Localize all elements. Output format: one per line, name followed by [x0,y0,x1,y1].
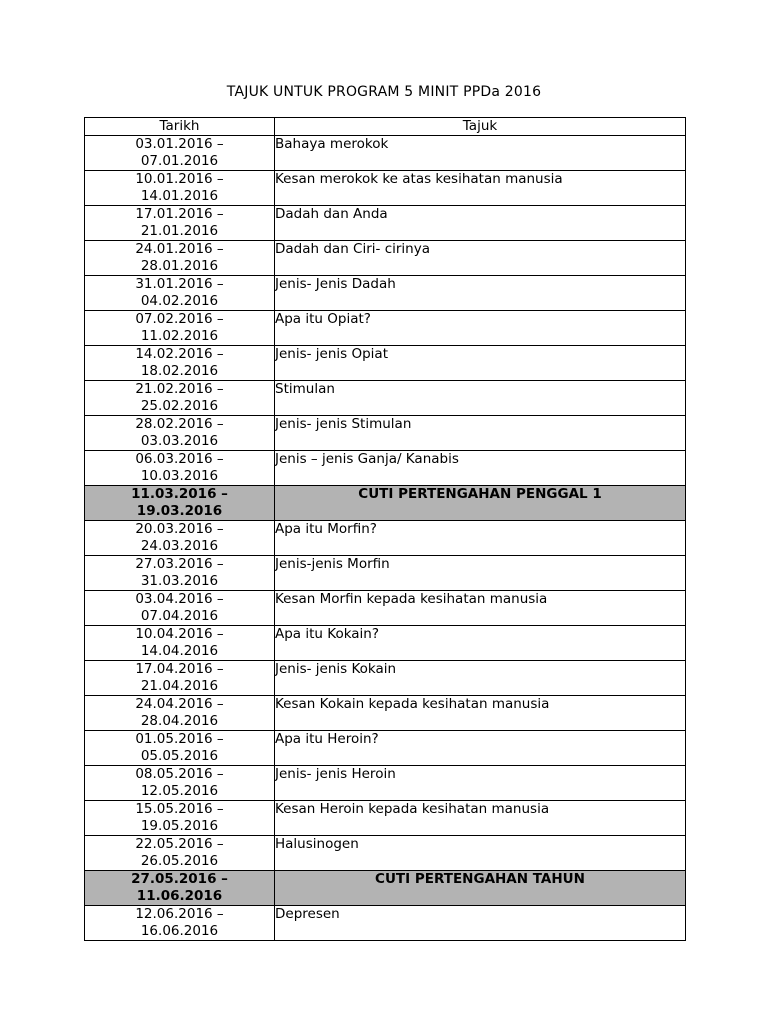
start-date: 03.01.2016 – [135,136,224,152]
table-row [85,661,686,696]
column-header-tajuk: Tajuk [275,118,686,136]
table-row [85,276,686,311]
topic-cell: Jenis- jenis Stimulan [275,416,686,451]
end-date: 24.03.2016 [140,538,219,554]
end-date: 31.03.2016 [140,573,219,589]
end-date: 14.01.2016 [140,188,219,204]
end-date: 19.05.2016 [140,818,219,834]
start-date: 01.05.2016 – [135,731,224,747]
date-range-cell [85,381,275,416]
date-range-cell [85,696,275,731]
holiday-row [85,871,686,906]
topic-cell: Kesan Heroin kepada kesihatan manusia [275,801,686,836]
date-range-cell [85,766,275,801]
table-row [85,626,686,661]
end-date: 28.01.2016 [140,258,219,274]
end-date: 25.02.2016 [140,398,219,414]
date-range-cell [85,451,275,486]
schedule-body [85,136,686,941]
start-date: 10.04.2016 – [135,626,224,642]
end-date: 28.04.2016 [140,713,219,729]
end-date: 26.05.2016 [140,853,219,869]
table-row [85,801,686,836]
table-row [85,556,686,591]
table-row [85,311,686,346]
column-header-tarikh: Tarikh [85,118,275,136]
topic-cell: Apa itu Opiat? [275,311,686,346]
date-range-cell [85,136,275,171]
topic-cell: Kesan Morfin kepada kesihatan manusia [275,591,686,626]
topic-cell: Bahaya merokok [275,136,686,171]
start-date: 10.01.2016 – [135,171,224,187]
table-row [85,136,686,171]
end-date: 16.06.2016 [140,923,219,939]
table-row [85,591,686,626]
date-range-cell [85,871,275,906]
end-date: 11.02.2016 [140,328,219,344]
table-row [85,731,686,766]
table-row [85,836,686,871]
end-date: 10.03.2016 [140,468,219,484]
start-date: 03.04.2016 – [135,591,224,607]
start-date: 12.06.2016 – [135,906,224,922]
date-range-cell [85,661,275,696]
topic-cell: Stimulan [275,381,686,416]
end-date: 18.02.2016 [140,363,219,379]
table-row [85,451,686,486]
topic-cell: Jenis- jenis Opiat [275,346,686,381]
end-date: 21.01.2016 [140,223,219,239]
start-date: 28.02.2016 – [135,416,224,432]
topic-cell: Kesan Kokain kepada kesihatan manusia [275,696,686,731]
start-date: 24.04.2016 – [135,696,224,712]
date-range-cell [85,591,275,626]
topic-cell: Kesan merokok ke atas kesihatan manusia [275,171,686,206]
start-date: 17.04.2016 – [135,661,224,677]
end-date: 05.05.2016 [140,748,219,764]
table-row [85,416,686,451]
date-range-cell [85,521,275,556]
date-range-cell [85,836,275,871]
start-date: 06.03.2016 – [135,451,224,467]
topic-cell: Jenis-jenis Morfin [275,556,686,591]
date-range-cell [85,626,275,661]
end-date: 04.02.2016 [140,293,219,309]
topic-cell: Jenis – jenis Ganja/ Kanabis [275,451,686,486]
start-date: 27.03.2016 – [135,556,224,572]
topic-cell: Apa itu Morfin? [275,521,686,556]
table-row [85,346,686,381]
start-date: 11.03.2016 – [131,486,228,502]
end-date: 07.04.2016 [140,608,219,624]
table-row [85,521,686,556]
start-date: 15.05.2016 – [135,801,224,817]
table-row [85,381,686,416]
start-date: 21.02.2016 – [135,381,224,397]
date-range-cell [85,801,275,836]
date-range-cell [85,731,275,766]
table-row [85,766,686,801]
start-date: 22.05.2016 – [135,836,224,852]
topic-cell: Depresen [275,906,686,941]
date-range-cell [85,416,275,451]
holiday-row [85,486,686,521]
date-range-cell [85,276,275,311]
table-row [85,206,686,241]
date-range-cell [85,241,275,276]
end-date: 21.04.2016 [140,678,219,694]
topic-cell: Halusinogen [275,836,686,871]
end-date: 19.03.2016 [136,503,223,519]
holiday-label: CUTI PERTENGAHAN TAHUN [275,871,686,906]
topic-cell: Jenis- jenis Heroin [275,766,686,801]
table-row [85,696,686,731]
holiday-label: CUTI PERTENGAHAN PENGGAL 1 [275,486,686,521]
topic-cell: Dadah dan Ciri- cirinya [275,241,686,276]
end-date: 12.05.2016 [140,783,219,799]
date-range-cell [85,556,275,591]
start-date: 14.02.2016 – [135,346,224,362]
start-date: 31.01.2016 – [135,276,224,292]
end-date: 03.03.2016 [140,433,219,449]
topic-cell: Apa itu Kokain? [275,626,686,661]
topic-cell: Apa itu Heroin? [275,731,686,766]
date-range-cell [85,906,275,941]
date-range-cell [85,346,275,381]
start-date: 08.05.2016 – [135,766,224,782]
date-range-cell [85,206,275,241]
end-date: 07.01.2016 [140,153,219,169]
date-range-cell [85,311,275,346]
end-date: 11.06.2016 [136,888,223,904]
start-date: 20.03.2016 – [135,521,224,537]
topic-cell: Dadah dan Anda [275,206,686,241]
date-range-cell [85,171,275,206]
table-row [85,906,686,941]
start-date: 24.01.2016 – [135,241,224,257]
topic-cell: Jenis- Jenis Dadah [275,276,686,311]
table-header-row [85,118,686,136]
document-title: TAJUK UNTUK PROGRAM 5 MINIT PPDa 2016 [226,84,542,100]
start-date: 17.01.2016 – [135,206,224,222]
topic-cell: Jenis- jenis Kokain [275,661,686,696]
table-row [85,241,686,276]
schedule-table [84,117,686,941]
table-row [85,171,686,206]
start-date: 27.05.2016 – [131,871,228,887]
start-date: 07.02.2016 – [135,311,224,327]
end-date: 14.04.2016 [140,643,219,659]
date-range-cell [85,486,275,521]
